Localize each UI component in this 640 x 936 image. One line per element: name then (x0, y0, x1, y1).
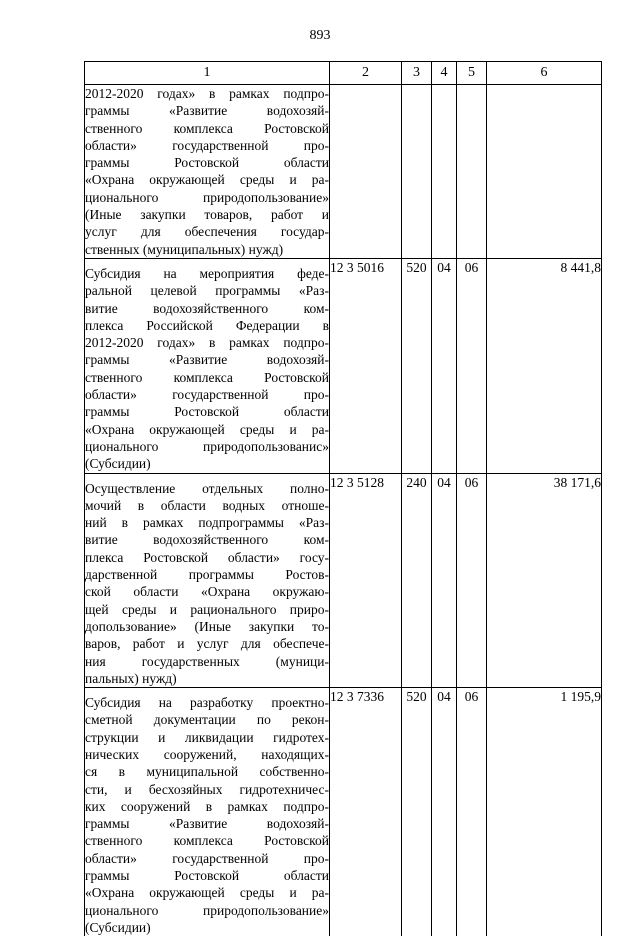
description-line: услуг для обеспечения государ- (85, 223, 329, 240)
row-target-code: 12 3 5128 (330, 473, 402, 688)
row-target-code (330, 85, 402, 259)
table-row (85, 688, 602, 936)
description-line: ся в муниципальной собственно- (85, 763, 329, 780)
column-header-4: 4 (432, 62, 457, 85)
table-header (85, 62, 602, 85)
row-section: 04 (432, 258, 457, 473)
description-line: ких сооружений в рамках подпро- (85, 798, 329, 815)
description-line: Осуществление отдельных полно- (85, 480, 329, 497)
column-header-6: 6 (487, 62, 602, 85)
table-row (85, 85, 602, 259)
row-amount (487, 85, 602, 259)
description-line: струкции и ликвидации гидротех- (85, 729, 329, 746)
description-line: допользование» (Иные закупки то- (85, 618, 329, 635)
row-expense-type: 240 (402, 473, 432, 688)
description-line: сметной документации по рекон- (85, 711, 329, 728)
description-line: плекса Ростовской области» госу- (85, 549, 329, 566)
table-body (85, 85, 602, 936)
row-subsection: 06 (457, 473, 487, 688)
description-line: ственных (муниципальных) нужд) (85, 241, 329, 258)
description-line: пальных) нужд) (85, 670, 329, 687)
description-line: щей среды и рационального приро- (85, 601, 329, 618)
description-line: ственного комплекса Ростовской (85, 120, 329, 137)
row-amount: 8 441,8 (487, 258, 602, 473)
description-line: ний в рамках подпрограммы «Раз- (85, 514, 329, 531)
row-expense-type: 520 (402, 688, 432, 936)
description-line: (Субсидии) (85, 919, 329, 936)
description-line: мочий в области водных отноше- (85, 497, 329, 514)
description-line: ральной целевой программы «Раз- (85, 282, 329, 299)
row-description (85, 258, 330, 473)
row-section: 04 (432, 473, 457, 688)
description-line: граммы «Развитие водохозяй- (85, 102, 329, 119)
description-line: Субсидия на разработку проектно- (85, 694, 329, 711)
row-target-code: 12 3 7336 (330, 688, 402, 936)
budget-table (84, 61, 602, 936)
row-target-code: 12 3 5016 (330, 258, 402, 473)
description-line: ственного комплекса Ростовской (85, 832, 329, 849)
description-line: 2012-2020 годах» в рамках подпро- (85, 85, 329, 102)
description-line: области» государственной про- (85, 850, 329, 867)
description-line: Субсидия на мероприятия феде- (85, 265, 329, 282)
row-expense-type (402, 85, 432, 259)
description-line: нических сооружений, находящих- (85, 746, 329, 763)
column-header-1: 1 (85, 62, 330, 85)
description-line: (Иные закупки товаров, работ и (85, 206, 329, 223)
row-subsection: 06 (457, 258, 487, 473)
column-header-2: 2 (330, 62, 402, 85)
description-line: (Субсидии) (85, 455, 329, 472)
column-header-5: 5 (457, 62, 487, 85)
row-subsection (457, 85, 487, 259)
description-line: области» государственной про- (85, 386, 329, 403)
description-line: «Охрана окружающей среды и ра- (85, 884, 329, 901)
description-line: ционального природопользование» (85, 189, 329, 206)
row-section: 04 (432, 688, 457, 936)
description-line: «Охрана окружающей среды и ра- (85, 171, 329, 188)
description-line: ционального природопользование» (85, 902, 329, 919)
description-line: витие водохозяйственного ком- (85, 531, 329, 548)
description-line: дарственной программы Ростов- (85, 566, 329, 583)
description-line: варов, работ и услуг для обеспече- (85, 635, 329, 652)
row-subsection: 06 (457, 688, 487, 936)
row-description (85, 85, 330, 259)
description-line: граммы «Развитие водохозяй- (85, 351, 329, 368)
description-line: 2012-2020 годах» в рамках подпро- (85, 334, 329, 351)
row-expense-type: 520 (402, 258, 432, 473)
table-row (85, 258, 602, 473)
description-line: сти, и бесхозяйных гидротехничес- (85, 781, 329, 798)
row-section (432, 85, 457, 259)
row-amount: 38 171,6 (487, 473, 602, 688)
description-line: граммы «Развитие водохозяй- (85, 815, 329, 832)
description-line: области» государственной про- (85, 137, 329, 154)
description-line: «Охрана окружающей среды и ра- (85, 421, 329, 438)
description-line: граммы Ростовской области (85, 403, 329, 420)
description-line: ской области «Охрана окружаю- (85, 583, 329, 600)
row-amount: 1 195,9 (487, 688, 602, 936)
column-header-3: 3 (402, 62, 432, 85)
page-number: 893 (0, 28, 640, 44)
description-line: ционального природопользованис» (85, 438, 329, 455)
description-line: ния государственных (муници- (85, 653, 329, 670)
header-row (85, 62, 602, 85)
row-description (85, 473, 330, 688)
description-line: ственного комплекса Ростовской (85, 369, 329, 386)
description-line: граммы Ростовской области (85, 154, 329, 171)
description-line: плекса Российской Федерации в (85, 317, 329, 334)
description-line: граммы Ростовской области (85, 867, 329, 884)
table-row (85, 473, 602, 688)
description-line: витие водохозяйственного ком- (85, 300, 329, 317)
row-description (85, 688, 330, 936)
